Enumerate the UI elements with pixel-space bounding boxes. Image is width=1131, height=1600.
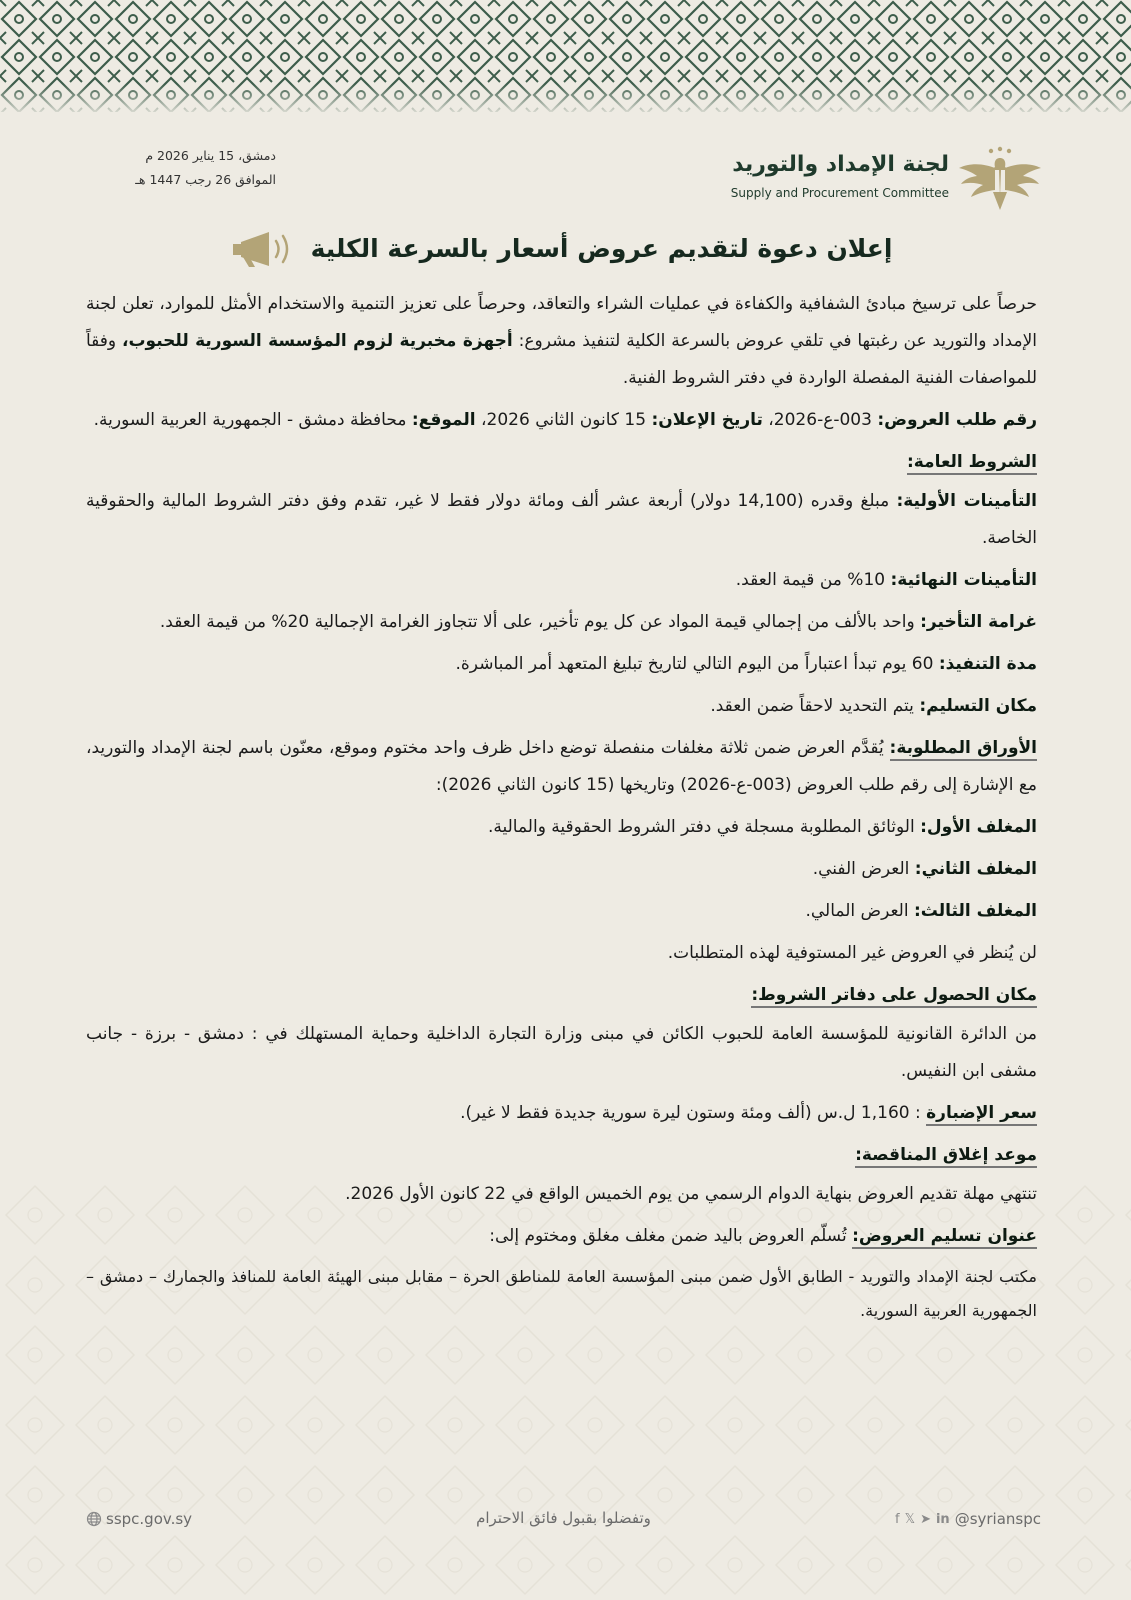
ref-date: 15 كانون الثاني 2026، [481, 410, 647, 430]
closing-heading: موعد إغلاق المناقصة: [86, 1137, 1037, 1174]
title-row [200, 228, 921, 268]
org-name-english: Supply and Procurement Committee [730, 186, 949, 200]
initial-deposit: التأمينات الأولية: مبلغ وقدره (14,100 دولار) أربعة عشر ألف ومائة دولار فقط لا غير، تقدم وفق دفتر الشروط المالية والحقوقية الخاصة. [86, 491, 1038, 548]
footer [86, 1504, 1041, 1536]
ref-location: محافظة دمشق - الجمهورية العربية السورية. [93, 410, 407, 430]
linkedin-icon[interactable]: in [935, 1511, 950, 1527]
final-deposit: التأمينات النهائية: 10% من قيمة العقد. [735, 570, 1037, 590]
execution-duration: مدة التنفيذ: 60 يوم تبدأ اعتباراً من اليوم التالي لتاريخ تبليغ المتعهد أمر المباشرة. [455, 654, 1037, 674]
eagle-emblem-icon [957, 146, 1043, 212]
social-handle[interactable]: @syrianspc [954, 1510, 1041, 1528]
delivery-place: مكان التسليم: يتم التحديد لاحقاً ضمن العقد. [710, 696, 1037, 716]
intro-text-end: وفقاً للمواصفات الفنية المفصلة الواردة في دفتر الشروط الفنية. [86, 331, 1037, 388]
announcement-date [86, 144, 276, 192]
facebook-icon[interactable]: f [895, 1511, 900, 1527]
ref-number-label: رقم طلب العروض: [877, 410, 1037, 430]
website-url: sspc.gov.sy [106, 1510, 193, 1528]
delay-penalty: غرامة التأخير: واحد بالألف من إجمالي قيمة المواد عن كل يوم تأخير، على ألا تتجاوز الغرامة الإجمالية 20% من قيمة العقد. [159, 612, 1037, 632]
megaphone-icon [229, 227, 297, 269]
x-icon[interactable]: 𝕏 [904, 1511, 916, 1527]
envelope-1: المغلف الأول: الوثائق المطلوبة مسجلة في دفتر الشروط الحقوقية والمالية. [487, 817, 1037, 837]
requirements-note: لن يُنظر في العروض غير المستوفية لهذه المتطلبات. [667, 943, 1037, 963]
submission-address: مكتب لجنة الإمداد والتوريد - الطابق الأول ضمن مبنى المؤسسة العامة للمناطق الحرة – مقابل مبنى الهيئة العامة للمنافذ والجمارك – دمشق – الجمهورية العربية السورية. [86, 1267, 1037, 1320]
required-documents: الأوراق المطلوبة: يُقدَّم العرض ضمن ثلاثة مغلفات منفصلة توضع داخل ظرف واحد مختوم وموقع، معنّون باسم لجنة الإمداد والتوريد، مع الإشارة إلى رقم طلب العروض (003-ع-2026) وتاريخها (15 كانون الثاني 2026): [86, 738, 1038, 795]
closing-salutation: وتفضلوا بقبول فائق الاحترام [476, 1509, 651, 1527]
intro-text: حرصاً على ترسيخ مبادئ الشفافية والكفاءة في عمليات الشراء والتعاقد، وحرصاً على تعزيز التنمية والاستخدام الأمثل للموارد، تعلن لجنة الإمداد والتوريد عن رغبتها في تلقي عروض بالسرعة الكلية لتنفيذ مشروع: [86, 294, 1038, 351]
envelope-2: المغلف الثاني: العرض الفني. [812, 859, 1037, 879]
date-gregorian: دمشق، 15 يناير 2026 م [145, 148, 276, 163]
ref-location-label: الموقع: [411, 410, 476, 430]
header-pattern [0, 0, 1131, 112]
org-logo [730, 146, 1043, 212]
general-conditions-heading: الشروط العامة: [86, 444, 1037, 481]
announcement-body [86, 286, 1037, 1333]
org-name-arabic: لجنة الإمداد والتوريد [732, 152, 949, 177]
date-hijri: الموافق 26 رجب 1447 هـ [135, 172, 276, 187]
page-title: إعلان دعوة لتقديم عروض أسعار بالسرعة الكلية [310, 233, 893, 263]
envelope-3: المغلف الثالث: العرض المالي. [805, 901, 1037, 921]
intro-paragraph [86, 286, 1037, 397]
telegram-icon[interactable]: ➤ [920, 1511, 931, 1527]
social-links [895, 1510, 1041, 1528]
ref-date-label: تاريخ الإعلان: [651, 410, 763, 430]
file-price: سعر الإضبارة : 1,160 ل.س (ألف ومئة وستون ليرة سورية جديدة فقط لا غير). [86, 1095, 1037, 1132]
submission-info: عنوان تسليم العروض: تُسلّم العروض باليد ضمن مغلف مغلق ومختوم إلى: [86, 1218, 1037, 1255]
obtain-heading: مكان الحصول على دفاتر الشروط: [86, 977, 1037, 1014]
ref-number: 003-ع-2026، [768, 410, 872, 430]
reference-info [86, 402, 1037, 439]
closing-text: تنتهي مهلة تقديم العروض بنهاية الدوام الرسمي من يوم الخميس الواقع في 22 كانون الأول 2026. [345, 1184, 1037, 1204]
project-name: أجهزة مخبرية لزوم المؤسسة السورية للحبوب، [122, 331, 513, 351]
obtain-text: من الدائرة القانونية للمؤسسة العامة للحبوب الكائن في مبنى وزارة التجارة الداخلية وحماية المستهلك في : دمشق - برزة - جانب مشفى ابن النفيس. [86, 1024, 1037, 1081]
